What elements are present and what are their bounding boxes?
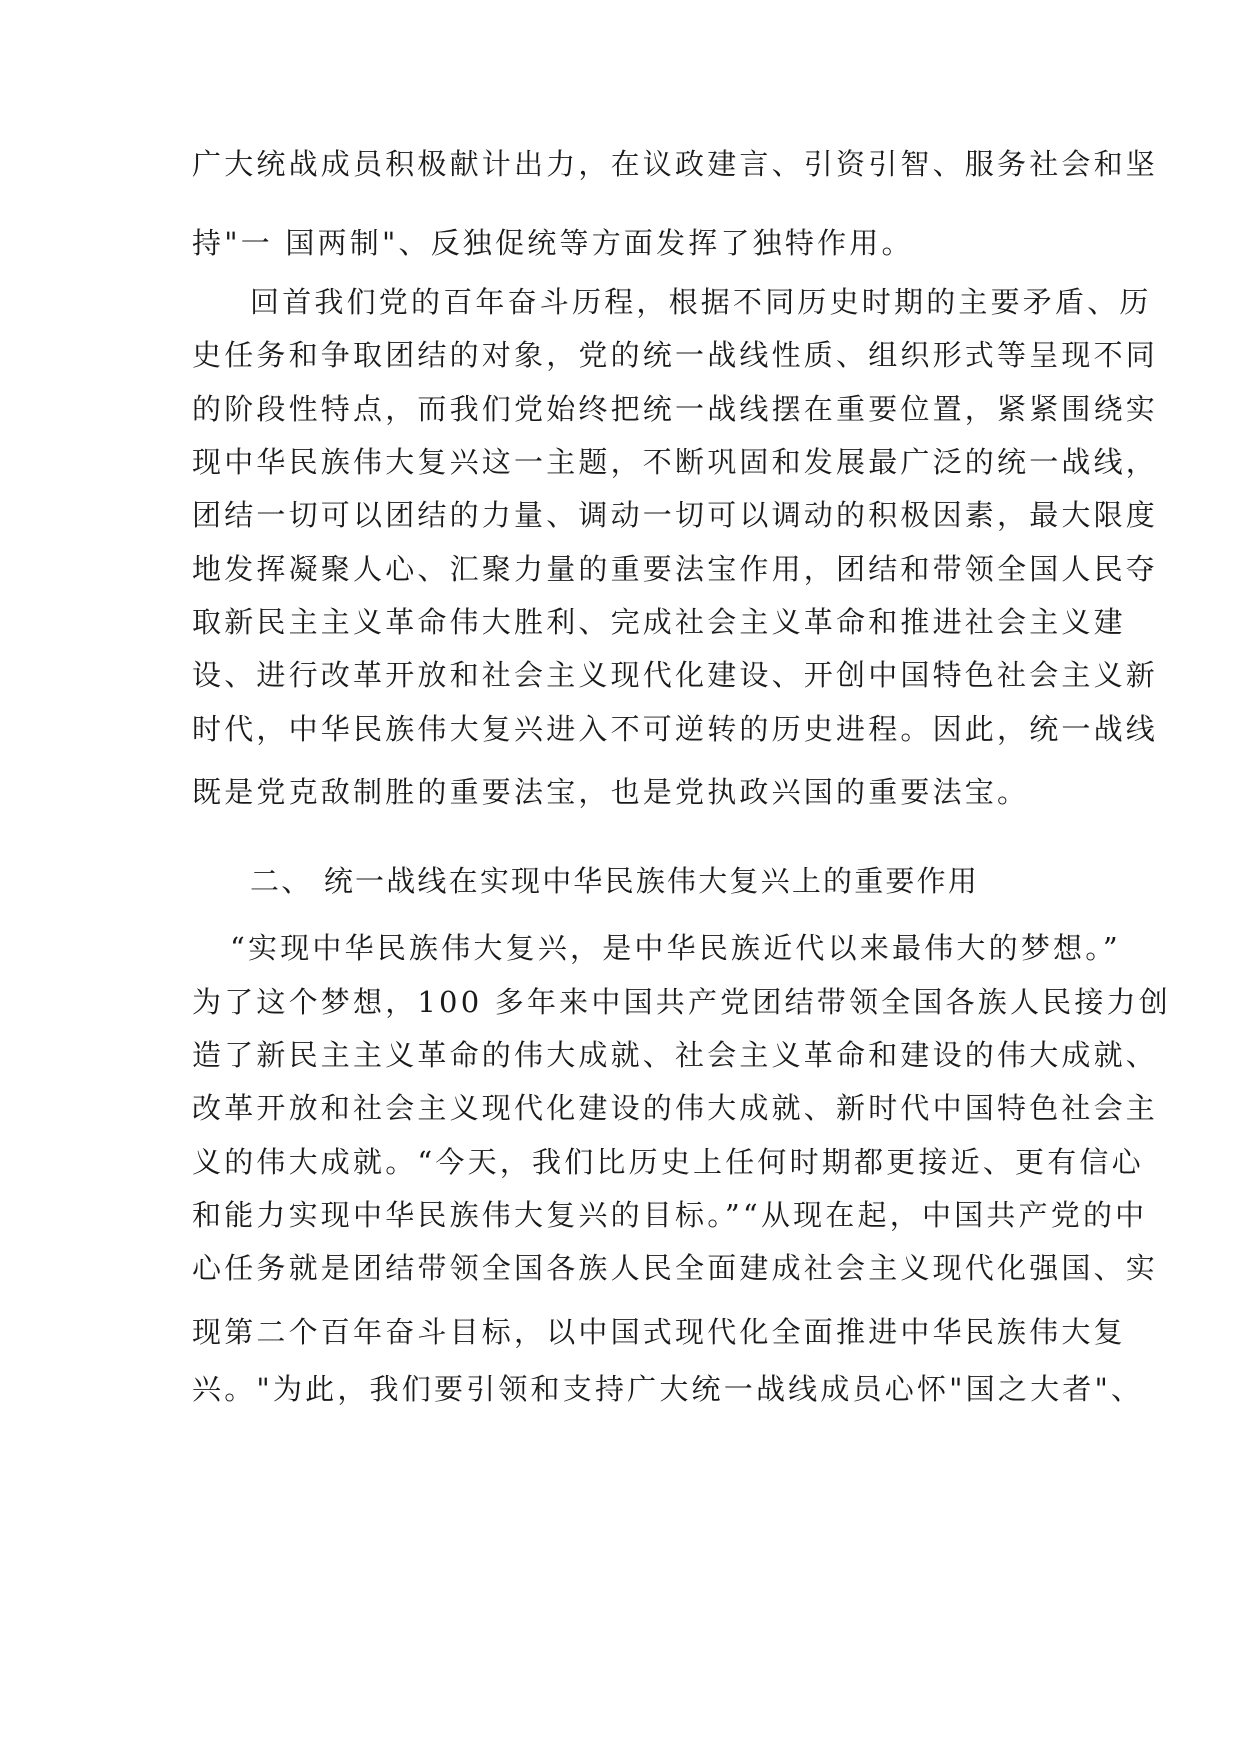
text-line: 史任务和争取团结的对象，党的统一战线性质、组织形式等呈现不同 (192, 338, 1159, 372)
text-line: 和能力实现中华民族伟大复兴的目标。”“从现在起，中国共产党的中 (192, 1198, 1148, 1232)
paragraph-first-line: 回首我们党的百年奋斗历程，根据不同历史时期的主要矛盾、历 (250, 285, 1152, 319)
text-line: 既是党克敌制胜的重要法宝，也是党执政兴国的重要法宝。 (192, 775, 1030, 809)
text-line: 心任务就是团结带领全国各族人民全面建成社会主义现代化强国、实 (192, 1251, 1159, 1285)
text-line: 时代，中华民族伟大复兴进入不可逆转的历史进程。因此，统一战线 (192, 712, 1159, 746)
text-line: 改革开放和社会主义现代化建设的伟大成就、新时代中国特色社会主 (192, 1091, 1159, 1125)
text-line: 现第二个百年奋斗目标，以中国式现代化全面推进中华民族伟大复 (192, 1315, 1126, 1349)
text-line: 兴。"为此，我们要引领和支持广大统一战线成员心怀"国之大者"、 (192, 1372, 1144, 1406)
text-line: 持"一 国两制"、反独促统等方面发挥了独特作用。 (192, 226, 914, 260)
text-line: 广大统战成员积极献计出力，在议政建言、引资引智、服务社会和坚 (192, 147, 1159, 181)
text-line: 取新民主主义革命伟大胜利、完成社会主义革命和推进社会主义建 (192, 605, 1126, 639)
text-line: 为了这个梦想，100 多年来中国共产党团结带领全国各族人民接力创 (192, 985, 1171, 1019)
text-line: 现中华民族伟大复兴这一主题，不断巩固和发展最广泛的统一战线， (192, 445, 1159, 479)
text-line: 设、进行改革开放和社会主义现代化建设、开创中国特色社会主义新 (192, 658, 1159, 692)
text-line: 义的伟大成就。“今天，我们比历史上任何时期都更接近、更有信心 (192, 1145, 1144, 1179)
text-line: 的阶段性特点，而我们党始终把统一战线摆在重要位置，紧紧围绕实 (192, 392, 1159, 426)
section-heading: 二、 统一战线在实现中华民族伟大复兴上的重要作用 (250, 864, 980, 898)
text-line: 地发挥凝聚人心、汇聚力量的重要法宝作用，团结和带领全国人民夺 (192, 552, 1159, 586)
paragraph-first-line: “实现中华民族伟大复兴，是中华民族近代以来最伟大的梦想。” (230, 931, 1121, 965)
text-line: 造了新民主主义革命的伟大成就、社会主义革命和建设的伟大成就、 (192, 1038, 1159, 1072)
text-line: 团结一切可以团结的力量、调动一切可以调动的积极因素，最大限度 (192, 498, 1159, 532)
